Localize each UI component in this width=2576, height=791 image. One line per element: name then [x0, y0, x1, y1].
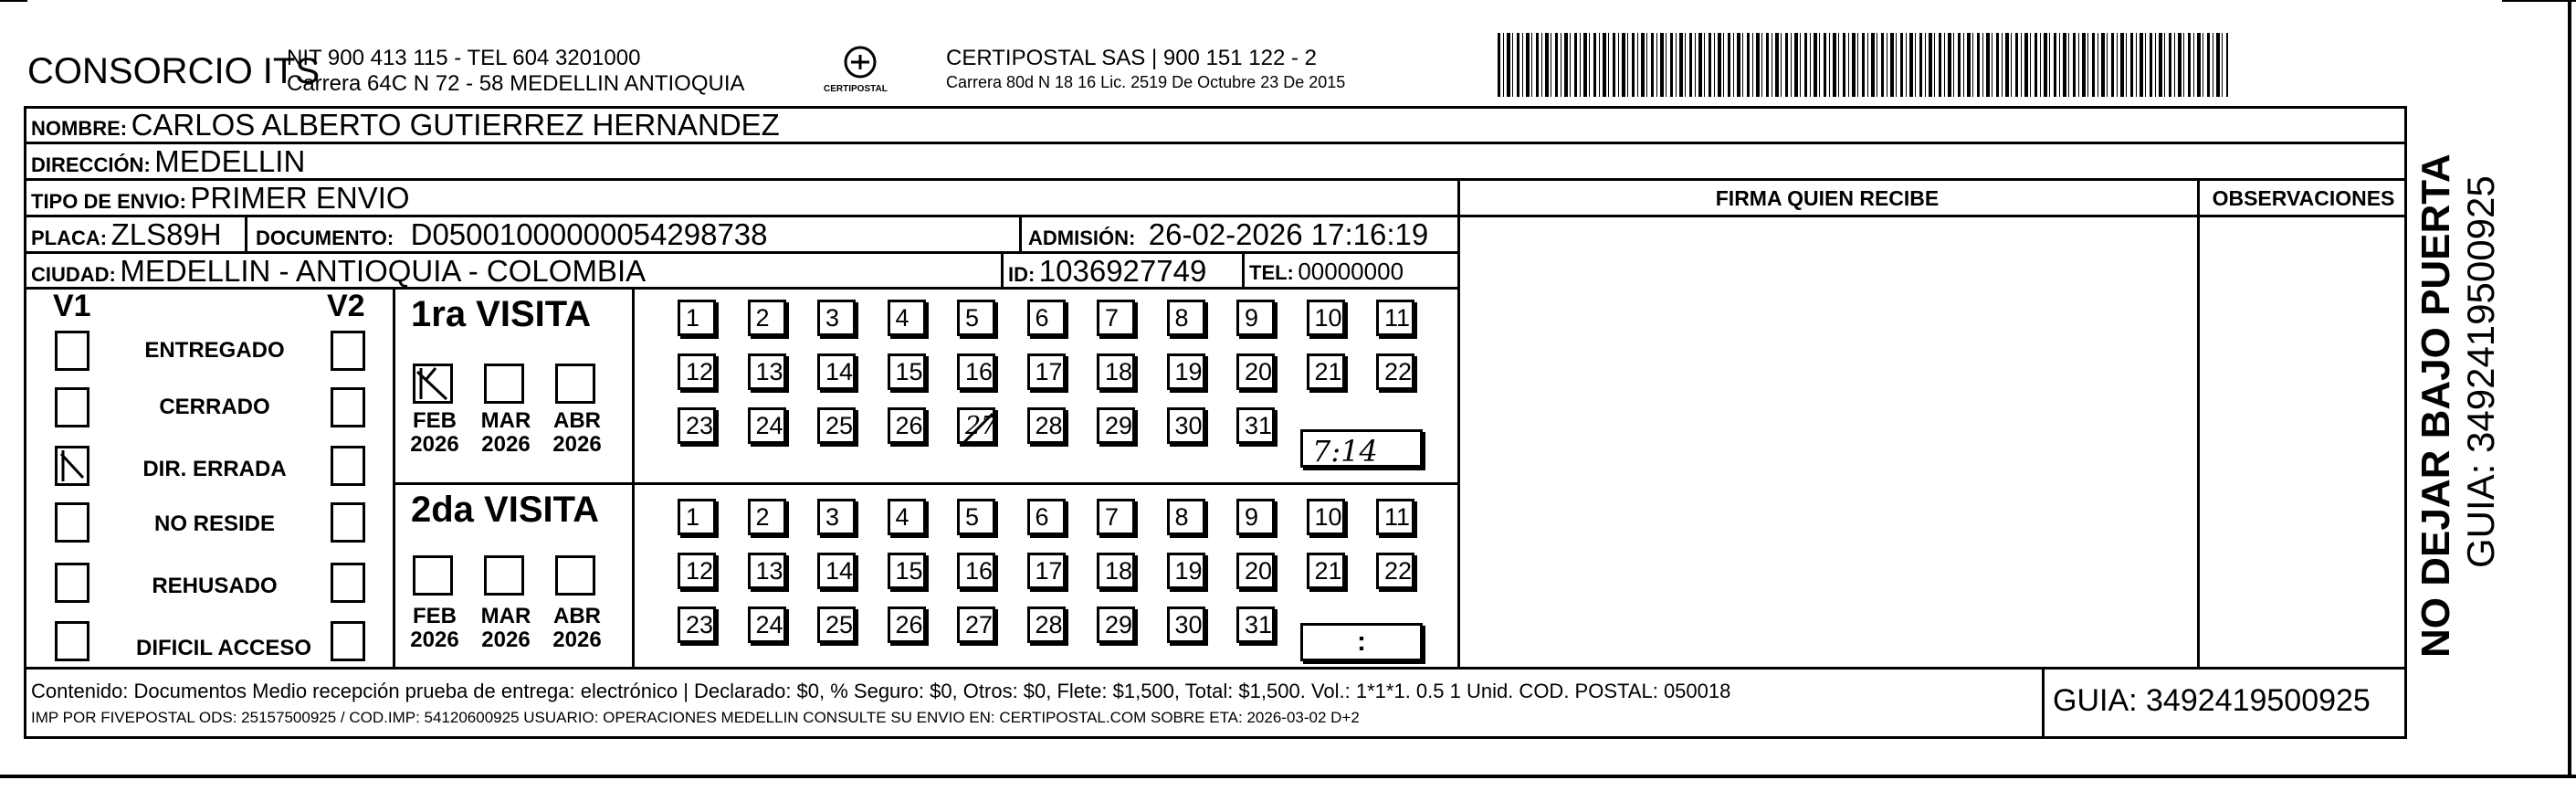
- col-line-placa: [245, 215, 247, 251]
- col-line-admision: [1019, 215, 1022, 251]
- col-line-firma: [1457, 178, 1460, 669]
- second-visit-day-28[interactable]: 28: [1027, 606, 1066, 643]
- first-visit-day-26[interactable]: 26: [888, 407, 926, 444]
- first-visit-title: 1ra VISITA: [411, 294, 592, 334]
- second-visit-day-19[interactable]: 19: [1167, 553, 1205, 589]
- id-cell: [1008, 254, 1206, 289]
- first-visit-day-11[interactable]: 11: [1376, 300, 1414, 336]
- footer-content-line: Contenido: Documentos Medio recepción prueba de entrega: electrónico | Declarado: $0, % Seguro: $0, Otros: $0, Flete: $1,500, Total: $1,500. Vol.: 1*1*1. 0.5 1 Unid. COD. POSTAL: 050018: [31, 680, 1731, 702]
- tipo-label: TIPO DE ENVIO:: [31, 190, 186, 213]
- side-guia: GUIA: 3492419500925: [2459, 175, 2502, 568]
- id-value: 1036927749: [1038, 254, 1207, 288]
- month-year: 2026: [410, 628, 459, 652]
- second-visit-day-14[interactable]: 14: [817, 553, 856, 589]
- v1-checkbox-cerrado[interactable]: [55, 387, 89, 427]
- first-visit-day-18[interactable]: 18: [1097, 353, 1135, 390]
- first-visit-day-19[interactable]: 19: [1167, 353, 1205, 390]
- tipo-value: PRIMER ENVIO: [190, 181, 410, 215]
- second-visit-day-29[interactable]: 29: [1097, 606, 1135, 643]
- col-line-footer-guia: [2042, 667, 2045, 739]
- top-border-line-right: [2502, 0, 2576, 2]
- first-visit-day-17[interactable]: 17: [1027, 353, 1066, 390]
- second-visit-time-box[interactable]: [1300, 623, 1423, 661]
- month-name: ABR: [553, 604, 601, 628]
- v1-checkbox-rehusado[interactable]: [55, 563, 89, 603]
- first-visit-day-29[interactable]: 29: [1097, 407, 1135, 444]
- first-visit-day-8[interactable]: 8: [1167, 300, 1205, 336]
- visit-separator: [393, 482, 1457, 485]
- certipostal-nit: CERTIPOSTAL SAS | 900 151 122 - 2: [946, 46, 1317, 70]
- nombre-value: CARLOS ALBERTO GUTIERREZ HERNANDEZ: [131, 108, 780, 142]
- second-visit-month-mar-checkbox[interactable]: [484, 555, 524, 596]
- first-visit-day-15[interactable]: 15: [888, 353, 926, 390]
- col-line-id: [1001, 251, 1004, 288]
- first-visit-month-mar-checkbox[interactable]: [484, 364, 524, 404]
- handwritten-check-mark: [58, 448, 87, 483]
- second-visit-day-12[interactable]: 12: [678, 553, 716, 589]
- tel-label: TEL:: [1249, 261, 1294, 284]
- company-address: Carrera 64C N 72 - 58 MEDELLIN ANTIOQUIA: [287, 71, 745, 96]
- month-year: 2026: [552, 432, 602, 457]
- documento-cell: [256, 217, 768, 252]
- bottom-shadow-edge: [0, 775, 2576, 778]
- first-visit-day-2[interactable]: 2: [748, 300, 786, 336]
- first-visit-day-16[interactable]: 16: [957, 353, 995, 390]
- v1-header: V1: [53, 289, 91, 323]
- first-visit-day-10[interactable]: 10: [1307, 300, 1345, 336]
- status-label-cerrado: CERRADO: [159, 395, 270, 419]
- second-visit-day-7[interactable]: 7: [1097, 499, 1135, 535]
- month-year: 2026: [552, 628, 602, 652]
- tel-value: 00000000: [1298, 258, 1404, 285]
- first-visit-day-6[interactable]: 6: [1027, 300, 1066, 336]
- v1-checkbox-no-reside[interactable]: [55, 502, 89, 543]
- status-label-entregado: ENTREGADO: [144, 338, 285, 363]
- month-year: 2026: [481, 628, 531, 652]
- v2-checkbox-no-reside[interactable]: [331, 502, 365, 543]
- company-nit: NIT 900 413 115 - TEL 604 3201000: [287, 46, 641, 70]
- first-visit-month-feb: [405, 409, 464, 457]
- second-visit-month-mar: [477, 605, 535, 652]
- id-label: ID:: [1008, 263, 1036, 286]
- first-visit-day-24[interactable]: 24: [748, 407, 786, 444]
- first-visit-day-30[interactable]: 30: [1167, 407, 1205, 444]
- footer-imp-line: IMP POR FIVEPOSTAL ODS: 25157500925 / COD.IMP: 54120600925 USUARIO: OPERACIONES MEDELLIN CONSULTE SU ENVIO EN: CERTIPOSTAL.COM SOBRE ETA: 2026-03-02 D+2: [31, 709, 1360, 726]
- first-visit-month-mar: [477, 409, 535, 457]
- second-visit-day-4[interactable]: 4: [888, 499, 926, 535]
- second-visit-day-18[interactable]: 18: [1097, 553, 1135, 589]
- documento-value: D05001000000054298738: [410, 217, 768, 251]
- placa-label: PLACA:: [31, 227, 108, 249]
- v2-checkbox-entregado[interactable]: [331, 331, 365, 371]
- observaciones-header: OBSERVACIONES: [2212, 186, 2395, 210]
- second-visit-month-abr-checkbox[interactable]: [555, 555, 595, 596]
- second-visit-day-17[interactable]: 17: [1027, 553, 1066, 589]
- second-visit-day-13[interactable]: 13: [748, 553, 786, 589]
- second-visit-day-21[interactable]: 21: [1307, 553, 1345, 589]
- firma-header: FIRMA QUIEN RECIBE: [1715, 186, 1940, 210]
- second-visit-day-23[interactable]: 23: [678, 606, 716, 643]
- second-visit-month-abr: [548, 605, 606, 652]
- first-visit-day-7[interactable]: 7: [1097, 300, 1135, 336]
- first-visit-day-4[interactable]: 4: [888, 300, 926, 336]
- second-visit-day-25[interactable]: 25: [817, 606, 856, 643]
- ciudad-value: MEDELLIN - ANTIOQUIA - COLOMBIA: [120, 254, 647, 288]
- month-name: MAR: [480, 604, 531, 628]
- handwritten-strike-mark: [960, 410, 996, 447]
- second-visit-day-16[interactable]: 16: [957, 553, 995, 589]
- direccion-row: [31, 144, 305, 179]
- status-label-no-reside: NO RESIDE: [153, 512, 276, 536]
- second-visit-day-20[interactable]: 20: [1236, 553, 1275, 589]
- second-visit-day-9[interactable]: 9: [1236, 499, 1275, 535]
- status-label-dificil-acceso: DIFICIL ACCESO: [135, 636, 311, 660]
- first-visit-day-27[interactable]: [957, 407, 995, 444]
- month-name: FEB: [413, 408, 457, 433]
- admision-label: ADMISIÓN:: [1028, 227, 1136, 249]
- month-year: 2026: [481, 432, 531, 457]
- status-label-rehusado: REHUSADO: [152, 574, 278, 598]
- first-visit-day-14[interactable]: 14: [817, 353, 856, 390]
- month-name: FEB: [413, 604, 457, 628]
- second-visit-day-15[interactable]: 15: [888, 553, 926, 589]
- placa-cell: [31, 217, 222, 252]
- direccion-label: DIRECCIÓN:: [31, 153, 151, 176]
- first-visit-month-abr: [548, 409, 606, 457]
- second-visit-month-feb-checkbox[interactable]: [413, 555, 453, 596]
- v1-checkbox-dir-errada[interactable]: [55, 446, 89, 486]
- first-visit-day-9[interactable]: 9: [1236, 300, 1275, 336]
- first-visit-month-feb-checkbox[interactable]: [413, 364, 453, 404]
- top-border-line: [0, 0, 27, 2]
- ciudad-cell: [31, 254, 646, 289]
- first-visit-day-28[interactable]: 28: [1027, 407, 1066, 444]
- second-visit-day-11[interactable]: 11: [1376, 499, 1414, 535]
- direccion-value: MEDELLIN: [154, 144, 306, 178]
- col-line-tel: [1242, 251, 1245, 288]
- second-visit-day-24[interactable]: 24: [748, 606, 786, 643]
- tipo-row: [31, 181, 410, 216]
- second-visit-day-1[interactable]: 1: [678, 499, 716, 535]
- second-visit-day-6[interactable]: 6: [1027, 499, 1066, 535]
- first-visit-day-13[interactable]: 13: [748, 353, 786, 390]
- handwritten-check-mark: [415, 366, 450, 401]
- col-line-obs: [2197, 178, 2200, 669]
- status-label-dir-errada: DIR. ERRADA: [142, 457, 287, 481]
- v2-checkbox-rehusado[interactable]: [331, 563, 365, 603]
- right-shadow-edge: [2568, 0, 2571, 778]
- first-visit-day-1[interactable]: 1: [678, 300, 716, 336]
- second-visit-day-27[interactable]: 27: [957, 606, 995, 643]
- ciudad-label: CIUDAD:: [31, 263, 116, 286]
- month-year: 2026: [410, 432, 459, 457]
- second-visit-day-22[interactable]: 22: [1376, 553, 1414, 589]
- second-visit-day-8[interactable]: 8: [1167, 499, 1205, 535]
- second-visit-day-30[interactable]: 30: [1167, 606, 1205, 643]
- second-visit-day-3[interactable]: 3: [817, 499, 856, 535]
- first-visit-month-abr-checkbox[interactable]: [555, 364, 595, 404]
- logo-caption: CERTIPOSTAL: [824, 84, 888, 94]
- certipostal-address: Carrera 80d N 18 16 Lic. 2519 De Octubre 23 De 2015: [946, 73, 1346, 91]
- v2-header: V2: [327, 289, 365, 323]
- nombre-label: NOMBRE:: [31, 117, 128, 140]
- second-visit-title: 2da VISITA: [411, 490, 599, 530]
- v2-checkbox-cerrado[interactable]: [331, 387, 365, 427]
- second-visit-day-2[interactable]: 2: [748, 499, 786, 535]
- barcode: [1498, 33, 2228, 97]
- tel-cell: [1249, 258, 1404, 286]
- row-line: [1457, 215, 2407, 217]
- v2-checkbox-dir-errada[interactable]: [331, 446, 365, 486]
- footer-guia: GUIA: 3492419500925: [2053, 683, 2371, 718]
- documento-label: DOCUMENTO:: [256, 227, 394, 249]
- col-line-visit: [632, 287, 635, 667]
- first-visit-day-21[interactable]: 21: [1307, 353, 1345, 390]
- first-visit-time-box[interactable]: [1300, 429, 1423, 468]
- month-name: ABR: [553, 408, 601, 433]
- month-name: MAR: [480, 408, 531, 433]
- row-line: [24, 667, 2407, 670]
- col-line-status: [393, 287, 395, 667]
- nombre-row: [31, 108, 780, 142]
- v2-checkbox-dificil-acceso[interactable]: [331, 621, 365, 661]
- company-name: CONSORCIO ITS: [27, 51, 321, 91]
- first-visit-day-22[interactable]: 22: [1376, 353, 1414, 390]
- placa-value: ZLS89H: [110, 217, 222, 251]
- second-visit-month-feb: [405, 605, 464, 652]
- first-visit-day-31[interactable]: 31: [1236, 407, 1275, 444]
- v1-checkbox-entregado[interactable]: [55, 331, 89, 371]
- side-warning: NO DEJAR BAJO PUERTA: [2413, 153, 2458, 658]
- second-visit-day-26[interactable]: 26: [888, 606, 926, 643]
- first-visit-day-12[interactable]: 12: [678, 353, 716, 390]
- first-visit-day-20[interactable]: 20: [1236, 353, 1275, 390]
- first-visit-day-23[interactable]: 23: [678, 407, 716, 444]
- first-visit-day-3[interactable]: 3: [817, 300, 856, 336]
- second-visit-day-5[interactable]: 5: [957, 499, 995, 535]
- admision-cell: [1028, 217, 1428, 252]
- first-visit-time-value: 7:14: [1312, 434, 1378, 469]
- first-visit-day-5[interactable]: 5: [957, 300, 995, 336]
- admision-value: 26-02-2026 17:16:19: [1148, 217, 1429, 251]
- second-visit-day-10[interactable]: 10: [1307, 499, 1345, 535]
- second-visit-time-value: :: [1357, 627, 1366, 657]
- day-27-mark-text: 27: [965, 412, 997, 440]
- v1-checkbox-dificil-acceso[interactable]: [55, 621, 89, 661]
- first-visit-day-25[interactable]: 25: [817, 407, 856, 444]
- second-visit-day-31[interactable]: 31: [1236, 606, 1275, 643]
